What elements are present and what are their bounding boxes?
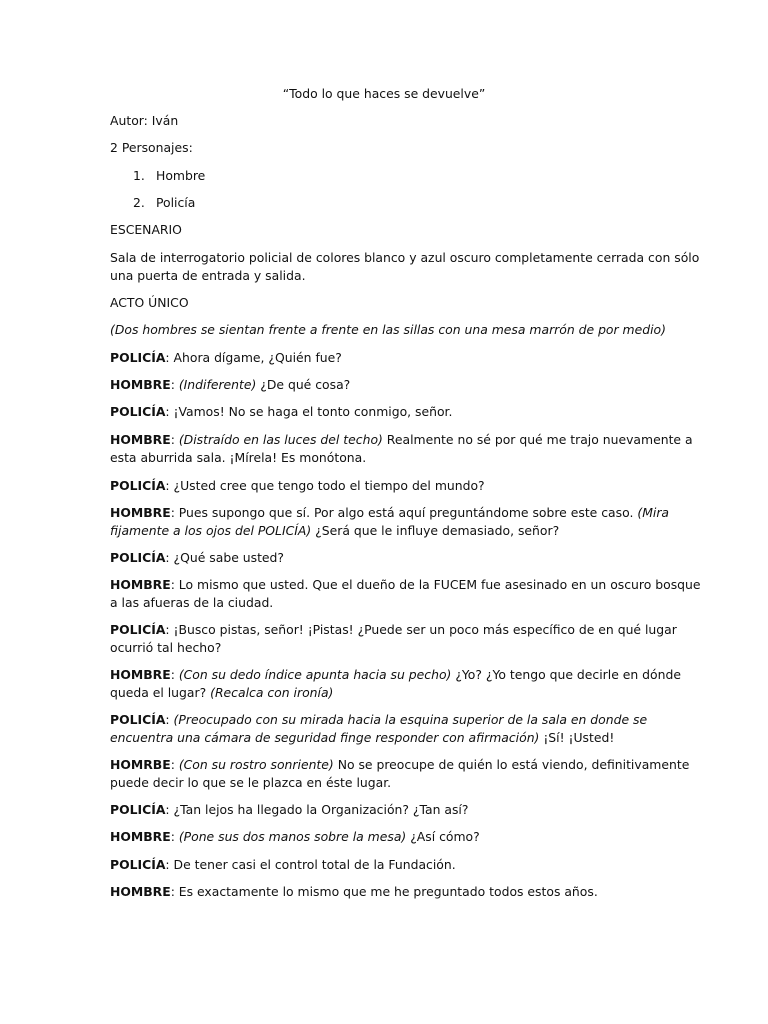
dialogue-text: ¡Sí! ¡Usted!	[539, 730, 615, 745]
dialogue-line	[110, 828, 662, 846]
dialogue-text: : De tener casi el control total de la Fundación.	[165, 857, 456, 872]
list-number: 2.	[133, 195, 145, 210]
dialogue-text: ¿De qué cosa?	[256, 377, 351, 392]
act-heading: ACTO ÚNICO	[110, 295, 189, 310]
dialogue-text: Realmente no sé por qué me trajo nuevamente a	[382, 432, 693, 447]
dialogue-line	[110, 349, 662, 367]
dialogue-line	[110, 504, 670, 522]
author-line: Autor: Iván	[110, 113, 179, 128]
dialogue-text: ocurrió tal hecho?	[110, 640, 222, 655]
dialogue-text: queda el lugar?	[110, 685, 211, 700]
speaker-name: POLICÍA	[110, 350, 166, 365]
dialogue-line	[110, 666, 681, 684]
dialogue-text: No se preocupe de quién lo está viendo, definitivamente	[333, 757, 690, 772]
speaker-name: POLICÍA	[110, 857, 166, 872]
dialogue-line	[110, 801, 662, 819]
speaker-name: HOMRBE	[110, 757, 171, 772]
speaker-name: POLICÍA	[110, 404, 166, 419]
dialogue-line	[110, 711, 662, 729]
document-title: “Todo lo que haces se devuelve”	[282, 86, 486, 101]
dialogue-text: : Pues supongo que sí. Por algo está aquí preguntándome sobre este caso.	[170, 505, 638, 520]
speaker-name: POLICÍA	[110, 712, 166, 727]
stage-direction: (Pone sus dos manos sobre la mesa)	[178, 829, 407, 844]
scenery-heading: ESCENARIO	[110, 222, 182, 237]
stage-direction: (Mira	[637, 505, 670, 520]
dialogue-text: :	[170, 377, 179, 392]
speaker-name: HOMBRE	[110, 829, 171, 844]
stage-direction: (Dos hombres se sientan frente a frente en las sillas con una mesa marrón de por medio)	[110, 322, 666, 337]
dialogue-text: esta aburrida sala. ¡Mírela! Es monótona.	[110, 450, 367, 465]
dialogue-continuation	[110, 594, 662, 612]
dialogue-text: ¿Yo? ¿Yo tengo que decirle en dónde	[451, 667, 681, 682]
dialogue-line	[110, 376, 662, 394]
dialogue-line	[110, 856, 662, 874]
dialogue-text: ¿Será que le influye demasiado, señor?	[311, 523, 560, 538]
stage-direction: (Con su rostro sonriente)	[178, 757, 334, 772]
dialogue-text: : ¿Tan lejos ha llegado la Organización? ¿Tan así?	[165, 802, 469, 817]
dialogue-text: puede decir lo que se le plazca en éste lugar.	[110, 775, 392, 790]
character-name: Hombre	[156, 168, 206, 183]
dialogue-continuation	[110, 522, 662, 540]
dialogue-line	[110, 403, 662, 421]
speaker-name: HOMBRE	[110, 577, 171, 592]
scenery-text: una puerta de entrada y salida.	[110, 268, 306, 283]
stage-direction: (Distraído en las luces del techo)	[178, 432, 383, 447]
dialogue-text: : ¿Qué sabe usted?	[165, 550, 284, 565]
speaker-name: HOMBRE	[110, 667, 171, 682]
dialogue-text: ¿Así cómo?	[406, 829, 480, 844]
dialogue-text: a las afueras de la ciudad.	[110, 595, 274, 610]
dialogue-continuation	[110, 729, 662, 747]
dialogue-line	[110, 549, 662, 567]
dialogue-continuation	[110, 684, 662, 702]
dialogue-line	[110, 477, 662, 495]
character-list-item	[133, 167, 685, 185]
dialogue-text: : ¡Busco pistas, señor! ¡Pistas! ¿Puede ser un poco más específico de en qué lugar	[165, 622, 677, 637]
speaker-name: POLICÍA	[110, 550, 166, 565]
dialogue-continuation	[110, 449, 662, 467]
list-number: 1.	[133, 168, 145, 183]
stage-direction: encuentra una cámara de seguridad finge responder con afirmación)	[110, 730, 540, 745]
speaker-name: HOMBRE	[110, 432, 171, 447]
dialogue-text: :	[170, 432, 179, 447]
stage-direction: (Indiferente)	[178, 377, 257, 392]
dialogue-line	[110, 576, 701, 594]
character-name: Policía	[156, 195, 196, 210]
dialogue-line	[110, 883, 662, 901]
speaker-name: HOMBRE	[110, 505, 171, 520]
speaker-name: HOMBRE	[110, 377, 171, 392]
dialogue-text: :	[170, 757, 179, 772]
dialogue-text: : ¿Usted cree que tengo todo el tiempo del mundo?	[165, 478, 485, 493]
dialogue-continuation	[110, 639, 662, 657]
speaker-name: POLICÍA	[110, 802, 166, 817]
dialogue-text: : Es exactamente lo mismo que me he preguntado todos estos años.	[170, 884, 598, 899]
stage-direction: (Con su dedo índice apunta hacia su pecho)	[178, 667, 452, 682]
dialogue-text: :	[170, 667, 179, 682]
dialogue-text: :	[165, 712, 174, 727]
dialogue-continuation	[110, 774, 662, 792]
dialogue-text: :	[170, 829, 179, 844]
dialogue-text: : Ahora dígame, ¿Quién fue?	[165, 350, 342, 365]
characters-heading: 2 Personajes:	[110, 140, 193, 155]
speaker-name: POLICÍA	[110, 478, 166, 493]
dialogue-line	[110, 621, 677, 639]
dialogue-line	[110, 756, 690, 774]
dialogue-text: : Lo mismo que usted. Que el dueño de la FUCEM fue asesinado en un oscuro bosque	[170, 577, 701, 592]
stage-direction: (Recalca con ironía)	[210, 685, 334, 700]
speaker-name: HOMBRE	[110, 884, 171, 899]
dialogue-text: : ¡Vamos! No se haga el tonto conmigo, señor.	[165, 404, 453, 419]
dialogue-line	[110, 431, 693, 449]
stage-direction: fijamente a los ojos del POLICÍA)	[110, 523, 312, 538]
stage-direction: (Preocupado con su mirada hacia la esquina superior de la sala en donde se	[173, 712, 648, 727]
scenery-text: Sala de interrogatorio policial de colores blanco y azul oscuro completamente cerrada con sólo	[110, 250, 700, 265]
character-list-item	[133, 194, 685, 212]
speaker-name: POLICÍA	[110, 622, 166, 637]
